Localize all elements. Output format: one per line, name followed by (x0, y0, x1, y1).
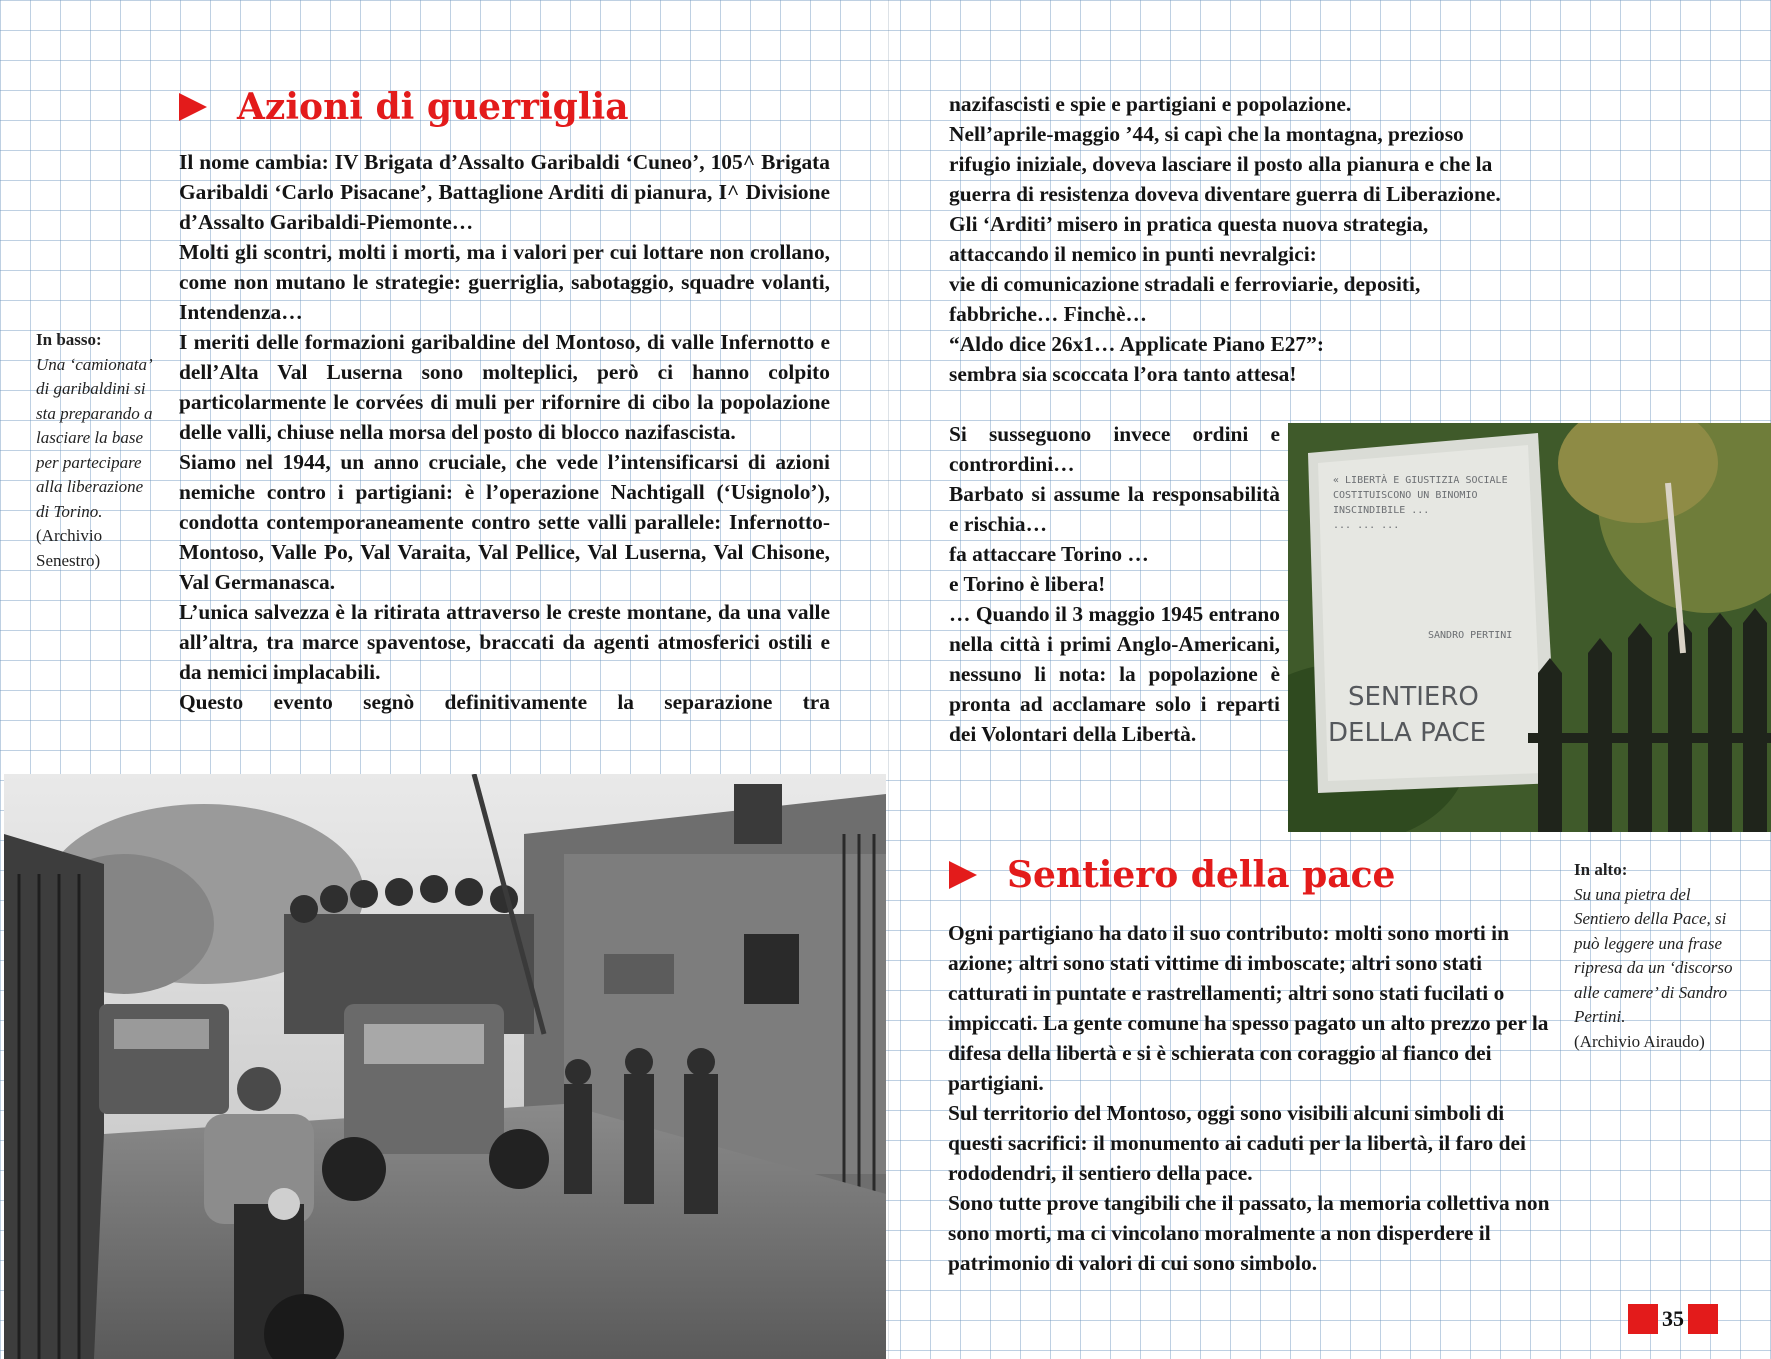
paragraph: sembra sia scoccata l’ora tanto attesa! (949, 362, 1297, 386)
arrow-right-icon (949, 861, 977, 889)
paragraph: Nell’aprile-maggio ’44, si capì che la montagna, prezioso rifugio iniziale, doveva lasciare il posto alla pianura e che la guerra di resistenza doveva diventare guerra di Liberazione. (949, 122, 1501, 206)
paragraph: Si susseguono invece ordini e contrordini… (949, 422, 1280, 476)
paragraph: “Aldo dice 26x1… Applicate Piano E27”: (949, 332, 1324, 356)
caption-source: (Archivio Airaudo) (1574, 1031, 1705, 1051)
paragraph: Molti gli scontri, molti i morti, ma i valori per cui lottare non crollano, come non mutano le strategie: guerriglia, sabotaggio, squadre volanti, Intendenza… (179, 240, 830, 324)
paragraph: I meriti delle formazioni garibaldine del Montoso, di valle Infernotto e dell’Alta Val Luserna sono molteplici, però ci hanno colpito particolarmente le corvées di muli per rifornire di cibo la popolazione delle valli, chiuse nella morsa del posto di blocco nazifascista. (179, 330, 830, 444)
photo-illustration (4, 774, 886, 1359)
right-body-text-bottom (948, 918, 1555, 1278)
caption-title: In alto: (1574, 860, 1628, 879)
red-square-decoration (1628, 1304, 1658, 1334)
right-photo-caption (1574, 858, 1739, 1054)
photo-illustration (1288, 423, 1771, 832)
right-body-text-top (949, 89, 1511, 389)
caption-source: (Archivio Senestro) (36, 526, 103, 570)
paragraph: Barbato si assume la responsabilità e rischia… (949, 482, 1280, 536)
section-heading-azioni (179, 86, 629, 128)
caption-title: In basso: (36, 330, 102, 349)
svg-text:... ... ...: ... ... ... (1333, 520, 1400, 531)
paragraph: vie di comunicazione stradali e ferroviarie, depositi, fabbriche… Finchè… (949, 272, 1421, 326)
paragraph: Ogni partigiano ha dato il suo contributo: molti sono morti in azione; altri sono stati vittime di imboscate; altri sono stati catturati in puntate e rastrellamenti; altri sono stati fucilati o impiccati. La gente comune ha spesso pagato un alto prezzo per la difesa della libertà e si è schierata con coraggio al fianco dei partigiani. (948, 921, 1549, 1095)
paragraph: Sul territorio del Montoso, oggi sono visibili alcuni simboli di questi sacrifici: il monumento ai caduti per la libertà, il faro dei rododendri, il sentiero della pace. (948, 1101, 1526, 1185)
peace-path-stone-photo (1288, 423, 1771, 832)
paragraph: Questo evento segnò definitivamente la separazione tra (179, 690, 830, 714)
stone-text-line2: DELLA PACE (1328, 718, 1486, 748)
paragraph: fa attaccare Torino … (949, 542, 1149, 566)
page-fold (888, 0, 889, 1359)
svg-text:INSCINDIBILE ...: INSCINDIBILE ... (1333, 505, 1430, 516)
caption-text: Su una pietra del Sentiero della Pace, si può leggere una frase ripresa da un ‘discorso alle camere’ di Sandro Pertini. (1574, 884, 1733, 1026)
page-number (1627, 1304, 1719, 1334)
paragraph: Sono tutte prove tangibili che il passato, la memoria collettiva non sono morti, ma ci vincolano moralmente a non disperdere il patrimonio di valori di cui sono simbolo. (948, 1191, 1550, 1275)
paragraph: nazifascisti e spie e partigiani e popolazione. (949, 92, 1352, 116)
caption-text: Una ‘camionata’ di garibaldini si sta preparando a lasciare la base per partecipare alla liberazione di Torino. (36, 354, 153, 521)
paragraph: Siamo nel 1944, un anno cruciale, che vede l’intensificarsi di azioni nemiche contro i partigiani: è l’operazione Nachtigall (‘Usignolo’), condotta contemporaneamente contro sette valli parallele: Infernotto- Montoso, Valle Po, Val Varaita, Val Pellice, Val Luserna, Val Chisone, Val Germanasca. (179, 450, 830, 594)
svg-text:SANDRO PERTINI: SANDRO PERTINI (1428, 630, 1513, 641)
page-number-text: 35 (1662, 1306, 1684, 1331)
partisan-truck-photo (4, 774, 886, 1359)
heading-text: Azioni di guerriglia (237, 86, 629, 128)
svg-text:COSTITUISCONO UN BINOMIO: COSTITUISCONO UN BINOMIO (1333, 490, 1478, 501)
right-body-text-narrow (949, 419, 1280, 749)
paragraph: Gli ‘Arditi’ misero in pratica questa nuova strategia, attaccando il nemico in punti nevralgici: (949, 212, 1429, 266)
left-body-text (179, 147, 830, 717)
red-square-decoration (1688, 1304, 1718, 1334)
left-photo-caption (36, 328, 156, 573)
paragraph: … Quando il 3 maggio 1945 entrano nella città i primi Anglo-Americani, nessuno li nota: la popolazione è pronta ad acclamare solo i reparti dei Volontari della Libertà. (949, 602, 1280, 746)
heading-text: Sentiero della pace (1007, 854, 1396, 896)
paragraph: Il nome cambia: IV Brigata d’Assalto Garibaldi ‘Cuneo’, 105^ Brigata Garibaldi ‘Carlo Pisacane’, Battaglione Arditi di pianura, I^ Divisione d’Assalto Garibaldi-Piemonte… (179, 150, 830, 234)
svg-text:« LIBERTÀ E GIUSTIZIA SOCIALE: « LIBERTÀ E GIUSTIZIA SOCIALE (1333, 475, 1508, 486)
stone-text-line1: SENTIERO (1348, 682, 1479, 712)
paragraph: L’unica salvezza è la ritirata attraverso le creste montane, da una valle all’altra, tra marce spaventose, braccati da agenti atmosferici ostili e da nemici implacabili. (179, 600, 830, 684)
arrow-right-icon (179, 93, 207, 121)
paragraph: e Torino è libera! (949, 572, 1106, 596)
section-heading-sentiero (949, 854, 1395, 896)
